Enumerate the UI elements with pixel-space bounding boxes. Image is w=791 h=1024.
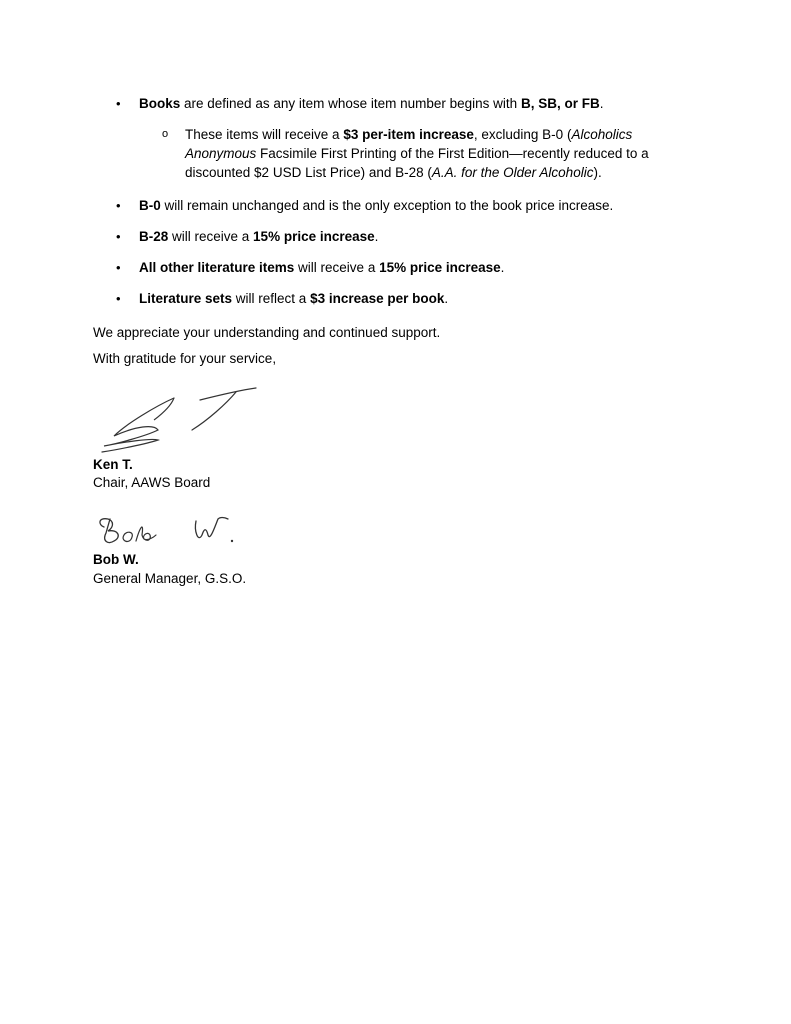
list-item-books-detail: o These items will receive a $3 per-item increase, excluding B-0 (Alcoholics Anonymous Facsimile First Printing of the First Edition—recently reduced to a discounted $2 USD List Price) and B-28 (A.A. for the Older Alcoholic).: [162, 127, 649, 180]
bullet-dot-icon: •: [116, 291, 121, 306]
bullet-dot-icon: •: [116, 198, 121, 213]
books-sub-list: [139, 125, 716, 182]
signature-ken: [96, 384, 266, 454]
signature-bob: [94, 513, 244, 553]
bullet-dot-icon: •: [116, 260, 121, 275]
signatory-title-bob: General Manager, G.S.O.: [93, 571, 247, 586]
bullet-circle-icon: o: [162, 128, 169, 140]
appreciation-text: We appreciate your understanding and continued support.: [93, 325, 441, 340]
list-item-literature-sets: • Literature sets will reflect a $3 increase per book.: [116, 291, 449, 306]
signatory-name-bob: Bob W.: [93, 552, 139, 567]
list-item-b0: • B-0 will remain unchanged and is the only exception to the book price increase.: [116, 198, 614, 213]
bullet-dot-icon: •: [116, 229, 121, 244]
gratitude-text: With gratitude for your service,: [93, 351, 277, 366]
signatory-title-ken: Chair, AAWS Board: [93, 475, 211, 490]
price-change-list: [116, 94, 716, 320]
bullet-dot-icon: •: [116, 96, 121, 111]
list-item-b28: • B-28 will receive a 15% price increase.: [116, 229, 379, 244]
list-item-other-literature: • All other literature items will receive a 15% price increase.: [116, 260, 505, 275]
list-item-books: • Books are defined as any item whose item number begins with B, SB, or FB. o These items will receive a $3 per-item increase, excluding B-0 (Alcoholics Anonymous Facsimile First Printing of the First Edition—recently reduced to a discounted $2 USD List Price) and B-28 (A.A. for the Older Alcoholic).: [116, 94, 716, 182]
signatory-name-ken: Ken T.: [93, 457, 133, 472]
